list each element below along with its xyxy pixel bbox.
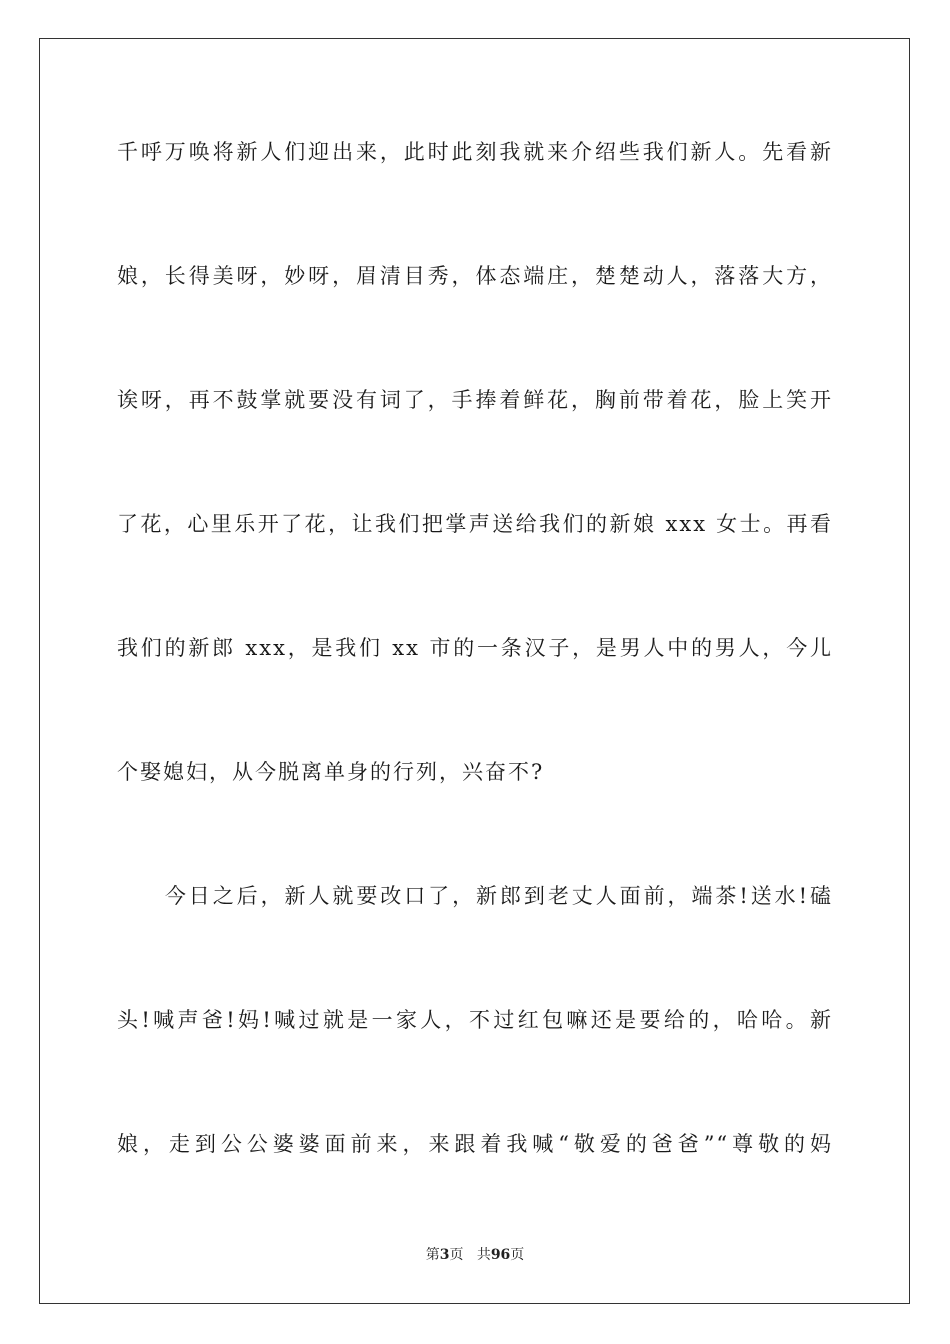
footer-page-current: 3 — [439, 1247, 450, 1263]
page-border — [39, 38, 910, 1304]
footer-total-prefix: 共 — [476, 1247, 491, 1263]
text-line-8: 头!喊声爸!妈!喊过就是一家人，不过红包嘛还是要给的，哈哈。新 — [117, 1008, 833, 1032]
footer-page-prefix: 第 — [425, 1247, 440, 1263]
text-line-4: 了花，心里乐开了花，让我们把掌声送给我们的新娘 xxx 女士。再看 — [117, 512, 833, 536]
text-line-5: 我们的新郎 xxx，是我们 xx 市的一条汉子，是男人中的男人，今儿 — [117, 636, 833, 660]
text-line-6: 个娶媳妇，从今脱离单身的行列，兴奋不? — [117, 760, 545, 784]
footer-page-total: 96 — [490, 1247, 511, 1263]
text-line-2: 娘，长得美呀，妙呀，眉清目秀，体态端庄，楚楚动人，落落大方， — [117, 264, 833, 288]
footer-page-suffix: 页 — [449, 1247, 464, 1263]
text-line-7: 今日之后，新人就要改口了，新郎到老丈人面前，端茶!送水!磕 — [117, 884, 833, 908]
text-line-3: 诶呀，再不鼓掌就要没有词了，手捧着鲜花，胸前带着花，脸上笑开 — [117, 388, 833, 412]
page-footer — [0, 1246, 950, 1264]
footer-total-suffix: 页 — [510, 1247, 525, 1263]
text-line-9: 娘，走到公公婆婆面前来，来跟着我喊“敬爱的爸爸”“尊敬的妈 — [117, 1132, 833, 1156]
text-line-1: 千呼万唤将新人们迎出来，此时此刻我就来介绍些我们新人。先看新 — [117, 140, 833, 164]
